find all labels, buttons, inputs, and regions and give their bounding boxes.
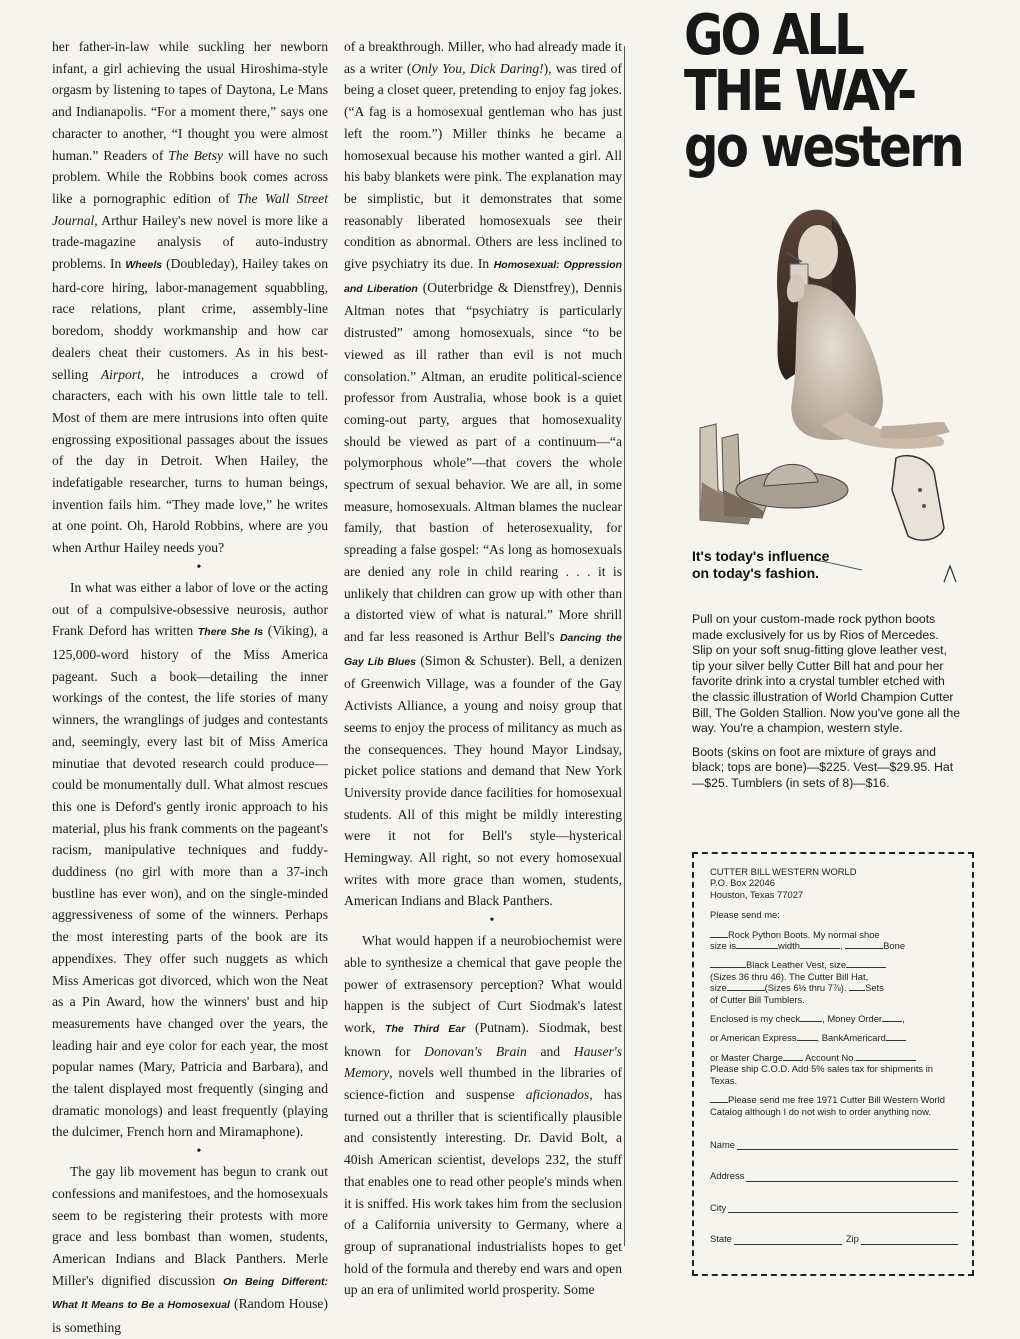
city-blank[interactable] — [728, 1204, 958, 1213]
account-number-blank[interactable] — [856, 1052, 916, 1061]
vest-shape — [892, 456, 944, 540]
master-charge-line[interactable]: or Master Charge Account No. Please ship C.O.D. Add 5% sales tax for shipments in Texas. — [710, 1051, 934, 1086]
address-blank[interactable] — [746, 1173, 958, 1182]
vest-qty-blank[interactable] — [710, 959, 746, 968]
book-title: Homosexual: Oppression and Liberation — [344, 259, 622, 295]
article-paragraph: her father-in-law while suckling her newborn infant, a girl achieving the usual Hiroshima-style orgasm by listening to tapes of Daytona, Le Mans and Indianapolis. “For a moment there,” says one character to another, “I thought you were almost human.” Readers of The Betsy will have no such problem. While the Robbins book comes across like a pornographic edition of The Wall Street Journal, Arthur Hailey's new novel is more like a trade-magazine analysis of auto-industry problems. In Wheels (Doubleday), Hailey takes on hard-core hiring, labor-management squabbling, race relations, plant crime, assembly-line boredom, shoddy workmanship and how car dealers cheat their customers. As in his best-selling Airport, he introduces a crowd of characters, each with his own little tale to tell. Most of them are mere intrusions into often quite engrossing expositional passages about the issues of the day in Detroit. When Hailey, the indefatigable researcher, turns to human beings, invention fails him. “They made love,” he writes at one point. Oh, Harold Robbins, where are you when Arthur Hailey needs you? — [52, 39, 328, 556]
name-blank[interactable] — [737, 1141, 958, 1150]
bankamericard-blank[interactable] — [886, 1032, 906, 1041]
address-field[interactable]: Address — [710, 1170, 958, 1181]
money-order-blank[interactable] — [882, 1013, 902, 1022]
payment-line[interactable]: Enclosed is my check , Money Order , — [710, 1013, 905, 1025]
ad-description: Pull on your custom-made rock python boots made exclusively for us by Rios of Mercedes. Slip on your soft snug-fitting glove leather vest, tip your silver belly Cutter Bill hat and pour her favorite drink into a crystal tumbler etched with the classic illustration of World Champion Cutter Bill, The Golden Stallion. Now you've gone all the way. You're a champion, western style. — [692, 612, 961, 736]
catalog-request-line[interactable]: Please send me free 1971 Cutter Bill Western World Catalog although I do not wish to order anything now. — [710, 1094, 945, 1117]
advertisement — [656, 0, 980, 1320]
section-divider: • — [489, 913, 495, 929]
article-column-middle — [344, 36, 622, 1301]
name-field[interactable]: Name — [710, 1139, 958, 1150]
book-title: On Being Different: What It Means to Be a Homosexual — [52, 1275, 328, 1312]
article-column-left — [52, 36, 328, 1339]
article-paragraph: What would happen if a neurobiochemist were able to synthesize a chemical that gave people the power of extrasensory perception? What would happen is the subject of Curt Siodmak's latest work, The Third Ear (Putnam). Siodmak, best known for Donovan's Brain and Hauser's Memory, novels well thumbed in the libraries of science-fiction and suspense aficionados, has turned out a thriller that is scientifically plausible and consistently interesting. Dr. David Bolt, a 40ish American scientist, develops 232, the stuff that enables one to read other people's minds when it is sniffed. His work takes him from the seclusion of a California university to Germany, where a group of supranational industrialists hopes to get hold of the formula and thereby end wars and open up an era of unlimited world prosperity. Some — [344, 933, 622, 1298]
ad-prices: Boots (skins on foot are mixture of grays and black; tops are bone)—$225. Vest—$29.95. Hat—$25. Tumblers (in sets of 8)—$16. — [692, 744, 954, 790]
book-title: The Third Ear — [385, 1022, 466, 1035]
hat-size-blank[interactable] — [727, 982, 765, 991]
article-paragraph: of a breakthrough. Miller, who had already made it as a writer (Only You, Dick Daring!), was tired of being a closet queer, pretending to enjoy fag jokes. (“A fag is a homosexual gentleman who has just left the room.”) Miller thinks he became a homosexual because his mother wanted a girl. All his baby blankets were pink. The explanation may be simplistic, but it demonstrates that some reasonably liberated homosexuals see their condition as abnormal. Others are less inclined to give psychiatry its due. In Homosexual: Oppression and Liberation (Outerbridge & Dienstfrey), Dennis Altman notes that “psychiatry is particularly distrusted” among homosexuals, since “to be viewed as ill rather than evil is not much consolation.” Altman, an erudite political-science professor from Australia, whose book is a quiet coming-out party, argues that homosexuality should be viewed as part of a continuum—“a polymorphous whole”—that covers the whole spectrum of sexual behavior. We are all, in some measure, homosexuals. Altman blames the nuclear family, that bastion of heterosexuality, for spreading a false gospel: “As long as homosexuals are denied any role in child rearing . . . it is unlikely that children can grow up with other than a distorted view of what is natural.” More shrill and far less reasoned is Arthur Bell's Dancing the Gay Lib Blues (Simon & Schuster). Bell, a denizen of Greenwich Village, was a founder of the Gay Activists Alliance, a young and noisy group that seems to enjoy the process of militancy as much as the consequences. They hound Mayor Lindsay, picket police stations and demand that New York University provide dance facilities for homosexual students. All of this might be mildly interesting were it not for Bell's style—hysterical Hemingway. All right, so not every homosexual writes with more grace than women, students, American Indians and Black Panthers. — [344, 39, 623, 909]
master-charge-blank[interactable] — [783, 1052, 803, 1061]
ad-body — [692, 612, 962, 800]
zip-blank[interactable] — [861, 1236, 958, 1245]
foreign-word: aficionados — [525, 1087, 590, 1103]
bone-blank[interactable] — [845, 940, 883, 949]
ad-tagline: It's today's influence on today's fashion. — [692, 548, 830, 581]
ad-headline: GO ALL THE WAY- go western — [684, 3, 963, 180]
book-title: Wheels — [125, 259, 163, 272]
book-title: Only You, Dick Daring! — [411, 60, 544, 76]
catalog-checkbox-blank[interactable] — [710, 1094, 728, 1103]
card-line[interactable]: or American Express , BankAmericard — [710, 1032, 958, 1043]
tumbler-sets-blank[interactable] — [849, 982, 865, 991]
column-rule — [624, 46, 625, 1246]
boot-width-blank[interactable] — [800, 940, 840, 949]
book-title: Dancing the Gay Lib Blues — [344, 631, 622, 668]
ad-photo — [682, 190, 982, 610]
state-blank[interactable] — [734, 1236, 842, 1245]
book-title: The Betsy — [168, 147, 224, 163]
boot-size-blank[interactable] — [736, 940, 778, 949]
city-field[interactable]: City — [710, 1202, 958, 1213]
vest-size-blank[interactable] — [846, 959, 886, 968]
book-title: There She Is — [197, 626, 264, 639]
article-paragraph: The gay lib movement has begun to crank out confessions and manifestoes, and the homosexuals seem to be registering their protests with more grace and less bombast than women, students, American Indians and Black Panthers. Merle Miller's dignified discussion On Being Different: What It Means to Be a Homosexual (Random House) is something — [52, 1164, 328, 1336]
book-title: Donovan's Brain — [424, 1043, 527, 1059]
boots-order-line[interactable]: Rock Python Boots. My normal shoe size is width , Bone — [710, 928, 906, 952]
amex-blank[interactable] — [797, 1032, 817, 1041]
book-title: Airport — [100, 366, 141, 382]
section-divider: • — [196, 559, 202, 575]
book-title: Hauser's Memory — [344, 1043, 622, 1081]
please-send-label: Please send me: — [710, 909, 780, 921]
figure-shape — [791, 284, 883, 440]
vest-hat-order-line[interactable]: Black Leather Vest, size (Sizes 36 thru 46). The Cutter Bill Hat, size (Sizes 6½ thru 7⅞). Sets of Cutter Bill Tumblers. — [710, 959, 958, 1005]
order-coupon — [692, 852, 974, 1276]
check-blank[interactable] — [800, 1013, 822, 1022]
section-divider: • — [196, 1144, 202, 1160]
article-paragraph: In what was either a labor of love or the acting out of a compulsive-obsessive neurosis, author Frank Deford has written There She Is (Viking), a 125,000-word history of the Miss America pageant. Such a book—detailing the inner workings of the contest, the life stories of many winners, the wranglings of judges and contestants and, seemingly, every last bit of Miss America minutiae that devoted research could produce—could be monumentally dull. What almost rescues this one is Deford's gently ironic approach to his material, plus his frank comments on the pageant's racism, manipulative techniques and fuddy-duddiness (no girl with more than a 37-inch bustline has ever won), and on the single-minded aggressiveness of some of the winners. Perhaps the most interesting parts of the book are its appendixes. They offer such nuggets as which Miss Americas got divorced, which won the Neat as a Pin Award, how the winners' bust and hip measurements have changed over the years, the leading hair and eye color for each year, the most popular names (Mary, Patricia and Barbara), and the talent displayed most frequently (singing and dramatic monologs) and least frequently (playing the dulcimer, French horn and Miramaphone). — [52, 579, 328, 1140]
coupon-address: CUTTER BILL WESTERN WORLD P.O. Box 22046 Houston, Texas 77027 — [710, 866, 857, 900]
book-title: The Wall Street Journal — [52, 190, 328, 228]
state-zip-field[interactable]: State Zip — [710, 1233, 958, 1244]
boots-qty-blank[interactable] — [710, 929, 728, 938]
